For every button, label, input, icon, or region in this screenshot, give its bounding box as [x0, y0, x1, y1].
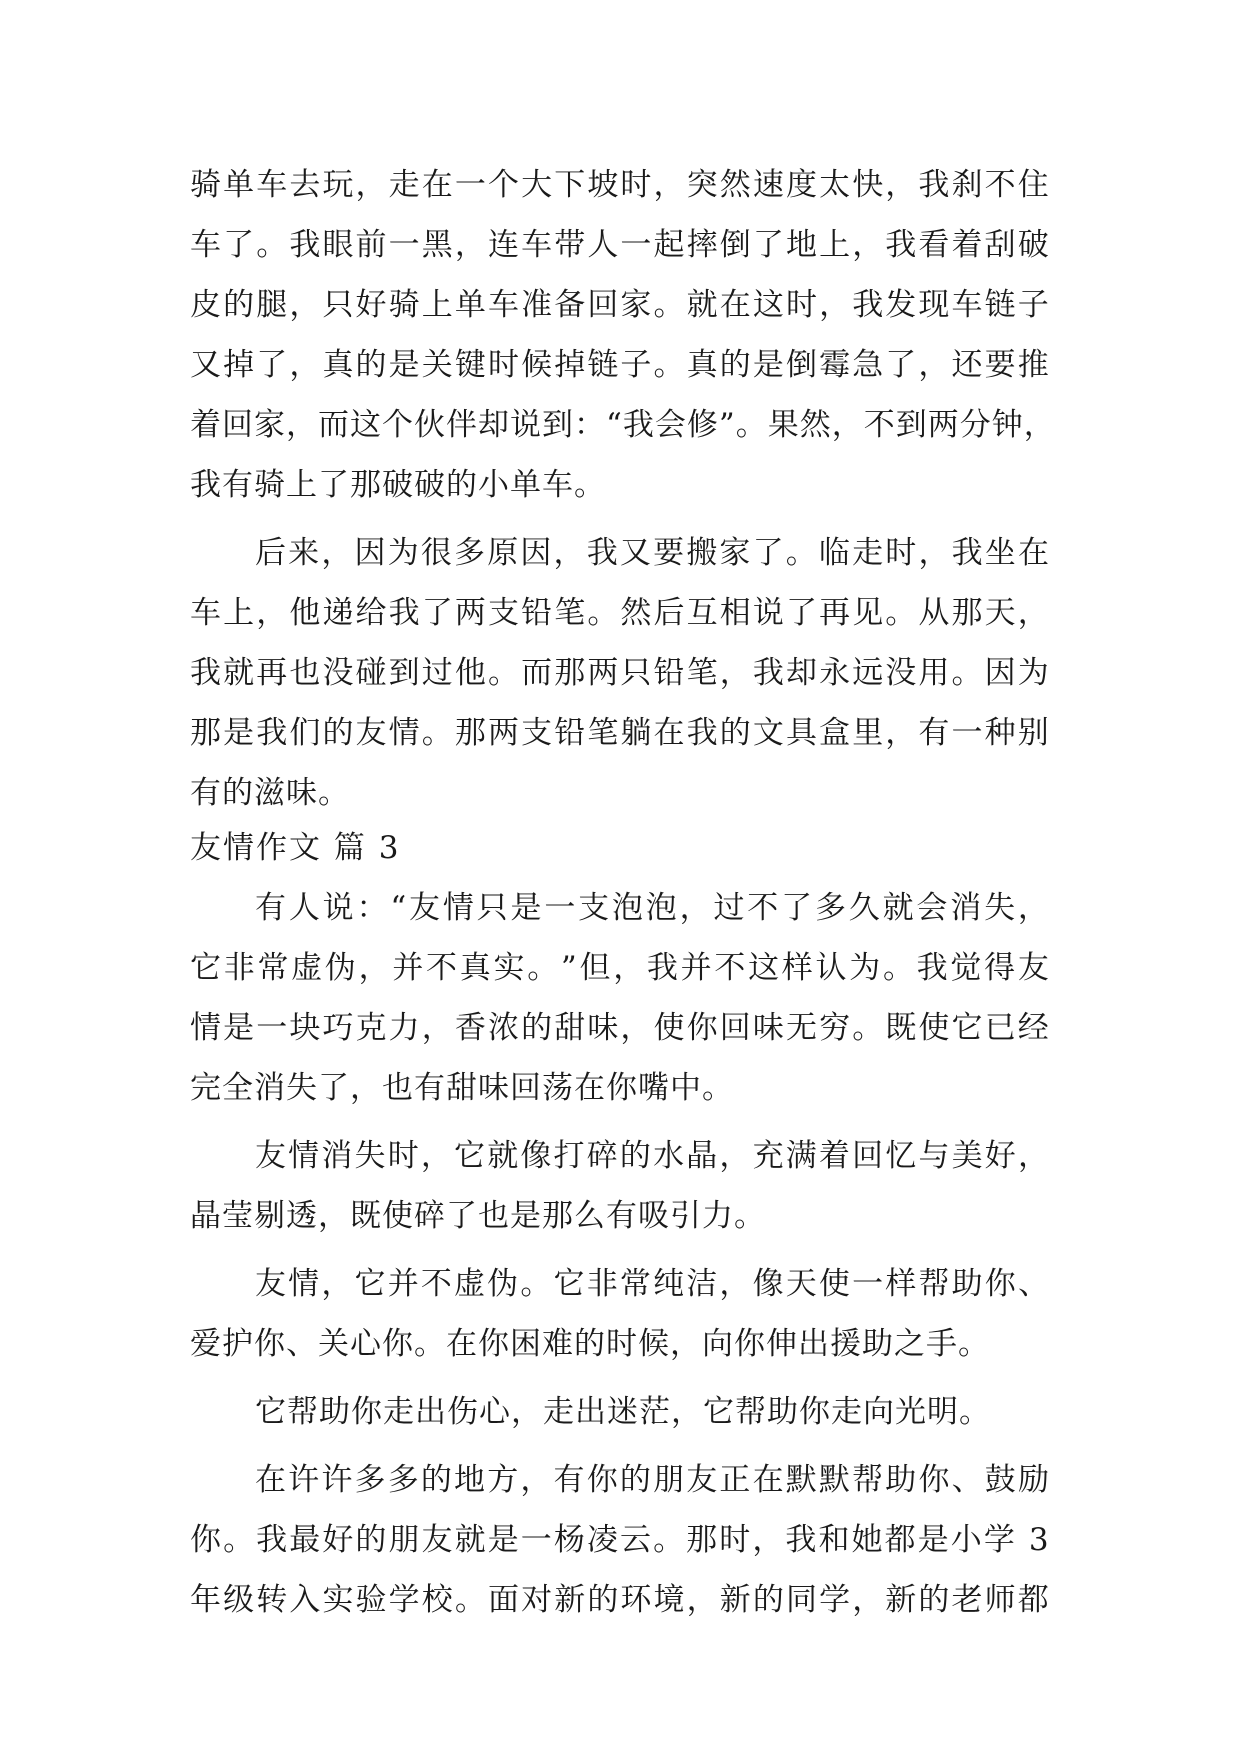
text-line: 皮 的 腿 ， 只 好 骑 上 单 车 准 备 回 家 。 就 在 这 时 ， 我 发 现 车 链 子: [190, 287, 1050, 323]
text-line: 爱护你、关心你。在你困难的时候，向你伸出援助之手。: [190, 1326, 990, 1362]
text-line: 又 掉 了 ， 真 的 是 关 键 时 候 掉 链 子 。 真 的 是 倒 霉 急 了 ， 还 要 推: [190, 347, 1050, 383]
text-line: 后 来 ， 因 为 很 多 原 因 ， 我 又 要 搬 家 了 。 临 走 时 ， 我 坐 在: [255, 535, 1050, 571]
text-line: 车 上 ， 他 递 给 我 了 两 支 铅 笔 。 然 后 互 相 说 了 再 见 。 从 那 天 ，: [190, 595, 1050, 631]
text-line: 情 是 一 块 巧 克 力 ， 香 浓 的 甜 味 ， 使 你 回 味 无 穷 。 既 使 它 已 经: [190, 1010, 1050, 1046]
text-line: 我 就 再 也 没 碰 到 过 他 。 而 那 两 只 铅 笔 ， 我 却 永 远 没 用 。 因 为: [190, 655, 1050, 691]
text-line: 我有骑上了那破破的小单车。: [190, 467, 606, 503]
text-line: 骑 单 车 去 玩 ， 走 在 一 个 大 下 坡 时 ， 突 然 速 度 太 快 ， 我 刹 不 住: [190, 167, 1050, 203]
text-line: 有的滋味。: [190, 775, 350, 811]
text-line: 晶莹剔透，既使碎了也是那么有吸引力。: [190, 1198, 766, 1234]
text-line: 那 是 我 们 的 友 情 。 那 两 支 铅 笔 躺 在 我 的 文 具 盒 里 ， 有 一 种 别: [190, 715, 1050, 751]
text-line: 它帮助你走出伤心，走出迷茫，它帮助你走向光明。: [255, 1394, 991, 1430]
text-line: 你 。 我 最 好 的 朋 友 就 是 一 杨 凌 云 。 那 时 ， 我 和 她 都 是 小 学 3: [190, 1522, 1050, 1558]
text-line: 友 情 ， 它 并 不 虚 伪 。 它 非 常 纯 洁 ， 像 天 使 一 样 帮 助 你 、: [255, 1266, 1050, 1302]
text-line: 友 情 消 失 时 ， 它 就 像 打 碎 的 水 晶 ， 充 满 着 回 忆 与 美 好 ，: [255, 1138, 1050, 1174]
text-line: 完全消失了，也有甜味回荡在你嘴中。: [190, 1070, 734, 1106]
text-line: 年 级 转 入 实 验 学 校 。 面 对 新 的 环 境 ， 新 的 同 学 ， 新 的 老 师 都: [190, 1582, 1050, 1618]
text-line: 车 了 。 我 眼 前 一 黑 ， 连 车 带 人 一 起 摔 倒 了 地 上 ， 我 看 着 刮 破: [190, 227, 1050, 263]
text-line: 有 人 说 ： “ 友 情 只 是 一 支 泡 泡 ， 过 不 了 多 久 就 会 消 失 ，: [255, 890, 1050, 926]
text-line: 它 非 常 虚 伪 ， 并 不 真 实 。 ” 但 ， 我 并 不 这 样 认 为 。 我 觉 得 友: [190, 950, 1050, 986]
text-line: 着 回 家 ， 而 这 个 伙 伴 却 说 到 ： “ 我 会 修 ” 。 果 然 ， 不 到 两 分 钟 ，: [190, 407, 1056, 443]
text-line: 在 许 许 多 多 的 地 方 ， 有 你 的 朋 友 正 在 默 默 帮 助 你 、 鼓 励: [255, 1462, 1050, 1498]
section-heading: 友情作文 篇 3: [190, 830, 401, 866]
